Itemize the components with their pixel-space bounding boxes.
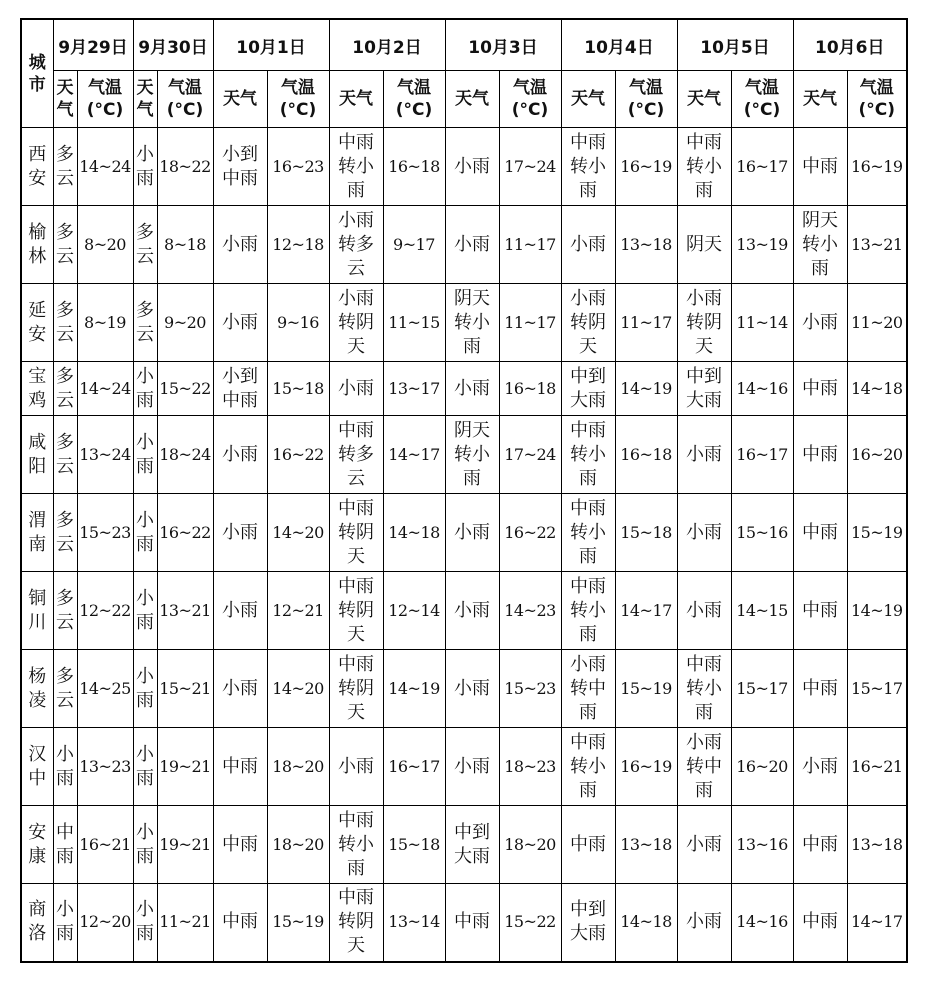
weather-column-header: 天气 <box>677 71 731 128</box>
temperature-range: 14~18 <box>383 494 445 572</box>
weather-condition: 中雨转阴天 <box>329 494 383 572</box>
date-header-row <box>21 19 907 71</box>
city-name: 榆林 <box>21 206 53 284</box>
temperature-range: 11~21 <box>157 884 213 962</box>
temperature-range: 14~25 <box>77 650 133 728</box>
weather-condition: 小雨 <box>133 884 157 962</box>
table-row <box>21 362 907 416</box>
temperature-range: 14~18 <box>847 362 907 416</box>
weather-condition: 中雨 <box>445 884 499 962</box>
weather-condition: 中雨转小雨 <box>677 650 731 728</box>
weather-condition: 多云 <box>53 650 77 728</box>
city-column-header: 城市 <box>21 19 53 128</box>
weather-condition: 小雨 <box>133 362 157 416</box>
temperature-range: 15~21 <box>157 650 213 728</box>
weather-column-header: 天气 <box>329 71 383 128</box>
weather-condition: 小雨转多云 <box>329 206 383 284</box>
temperature-range: 16~20 <box>847 416 907 494</box>
temperature-range: 11~14 <box>731 284 793 362</box>
temperature-range: 18~20 <box>267 806 329 884</box>
weather-condition: 中雨转小雨 <box>329 128 383 206</box>
weather-condition: 中雨转阴天 <box>329 572 383 650</box>
temperature-column-header: 气温 (°C) <box>267 71 329 128</box>
weather-condition: 中到大雨 <box>561 362 615 416</box>
weather-condition: 中雨 <box>561 806 615 884</box>
temperature-range: 17~24 <box>499 128 561 206</box>
date-header: 9月30日 <box>133 19 213 71</box>
temperature-range: 12~20 <box>77 884 133 962</box>
weather-condition: 多云 <box>53 494 77 572</box>
table-row <box>21 728 907 806</box>
weather-condition: 小雨转中雨 <box>677 728 731 806</box>
weather-condition: 小雨 <box>445 494 499 572</box>
weather-condition: 多云 <box>53 284 77 362</box>
temperature-range: 14~18 <box>615 884 677 962</box>
temperature-range: 14~15 <box>731 572 793 650</box>
weather-condition: 阴天转小雨 <box>445 416 499 494</box>
weather-condition: 小雨 <box>677 572 731 650</box>
weather-condition: 中雨 <box>53 806 77 884</box>
weather-condition: 中雨转小雨 <box>677 128 731 206</box>
temperature-range: 15~22 <box>499 884 561 962</box>
city-name: 安康 <box>21 806 53 884</box>
temperature-range: 12~22 <box>77 572 133 650</box>
weather-condition: 小雨 <box>133 650 157 728</box>
temperature-range: 12~21 <box>267 572 329 650</box>
weather-condition: 中雨 <box>793 884 847 962</box>
weather-condition: 多云 <box>53 128 77 206</box>
temperature-range: 14~20 <box>267 650 329 728</box>
weather-condition: 小雨 <box>133 806 157 884</box>
temperature-range: 16~18 <box>499 362 561 416</box>
weather-column-header: 天气 <box>213 71 267 128</box>
weather-condition: 小雨转阴天 <box>561 284 615 362</box>
temperature-range: 14~16 <box>731 362 793 416</box>
weather-condition: 小雨转阴天 <box>677 284 731 362</box>
weather-condition: 中雨转小雨 <box>561 728 615 806</box>
weather-condition: 小雨 <box>561 206 615 284</box>
temperature-range: 11~17 <box>615 284 677 362</box>
temperature-range: 14~23 <box>499 572 561 650</box>
table-row <box>21 494 907 572</box>
temperature-range: 16~18 <box>383 128 445 206</box>
temperature-range: 13~17 <box>383 362 445 416</box>
date-header: 10月3日 <box>445 19 561 71</box>
city-name: 商洛 <box>21 884 53 962</box>
temperature-range: 14~24 <box>77 128 133 206</box>
temperature-range: 15~19 <box>847 494 907 572</box>
weather-condition: 小雨 <box>445 650 499 728</box>
temperature-range: 15~23 <box>77 494 133 572</box>
temperature-range: 14~17 <box>847 884 907 962</box>
weather-condition: 小雨 <box>677 494 731 572</box>
table-row <box>21 884 907 962</box>
weather-condition: 中雨 <box>793 494 847 572</box>
date-header: 10月1日 <box>213 19 329 71</box>
table-row <box>21 128 907 206</box>
table-row <box>21 284 907 362</box>
temperature-range: 8~20 <box>77 206 133 284</box>
weather-condition: 中雨转小雨 <box>561 494 615 572</box>
temperature-range: 16~22 <box>267 416 329 494</box>
temperature-range: 13~16 <box>731 806 793 884</box>
weather-forecast-table <box>20 18 908 963</box>
temperature-range: 15~19 <box>267 884 329 962</box>
weather-condition: 多云 <box>53 206 77 284</box>
weather-condition: 小雨 <box>329 362 383 416</box>
temperature-range: 13~19 <box>731 206 793 284</box>
city-name: 渭南 <box>21 494 53 572</box>
temperature-range: 16~23 <box>267 128 329 206</box>
temperature-column-header: 气温 (°C) <box>731 71 793 128</box>
weather-condition: 小雨 <box>677 884 731 962</box>
weather-condition: 多云 <box>133 206 157 284</box>
temperature-range: 16~21 <box>847 728 907 806</box>
temperature-range: 11~20 <box>847 284 907 362</box>
weather-condition: 小到中雨 <box>213 362 267 416</box>
table-row <box>21 572 907 650</box>
temperature-range: 13~21 <box>157 572 213 650</box>
weather-condition: 小雨 <box>445 572 499 650</box>
temperature-range: 15~17 <box>847 650 907 728</box>
weather-condition: 小雨 <box>213 494 267 572</box>
temperature-range: 16~18 <box>615 416 677 494</box>
weather-condition: 小雨 <box>793 728 847 806</box>
weather-condition: 多云 <box>133 284 157 362</box>
temperature-column-header: 气温 (°C) <box>615 71 677 128</box>
temperature-range: 14~17 <box>615 572 677 650</box>
weather-condition: 小雨 <box>133 728 157 806</box>
temperature-range: 16~22 <box>499 494 561 572</box>
weather-condition: 中雨 <box>793 572 847 650</box>
temperature-range: 14~24 <box>77 362 133 416</box>
weather-column-header: 天气 <box>133 71 157 128</box>
temperature-range: 13~18 <box>847 806 907 884</box>
weather-condition: 小雨 <box>213 284 267 362</box>
temperature-range: 17~24 <box>499 416 561 494</box>
temperature-range: 14~16 <box>731 884 793 962</box>
temperature-range: 8~18 <box>157 206 213 284</box>
temperature-range: 14~19 <box>615 362 677 416</box>
weather-condition: 中雨 <box>793 416 847 494</box>
weather-column-header: 天气 <box>53 71 77 128</box>
weather-condition: 中雨 <box>793 650 847 728</box>
weather-condition: 中雨 <box>793 362 847 416</box>
subheader-row <box>21 71 907 128</box>
temperature-range: 8~19 <box>77 284 133 362</box>
date-header: 10月5日 <box>677 19 793 71</box>
weather-condition: 小雨 <box>53 728 77 806</box>
table-body <box>21 128 907 962</box>
temperature-range: 14~20 <box>267 494 329 572</box>
temperature-range: 12~18 <box>267 206 329 284</box>
temperature-range: 11~17 <box>499 206 561 284</box>
temperature-column-header: 气温 (°C) <box>499 71 561 128</box>
weather-condition: 小雨 <box>133 494 157 572</box>
weather-condition: 小雨 <box>445 362 499 416</box>
weather-condition: 小雨 <box>793 284 847 362</box>
weather-condition: 阴天转小雨 <box>793 206 847 284</box>
weather-condition: 中雨 <box>793 128 847 206</box>
date-header: 10月4日 <box>561 19 677 71</box>
city-name: 宝鸡 <box>21 362 53 416</box>
temperature-range: 18~20 <box>267 728 329 806</box>
weather-condition: 小雨 <box>133 128 157 206</box>
temperature-range: 15~17 <box>731 650 793 728</box>
temperature-range: 16~17 <box>731 416 793 494</box>
temperature-range: 18~24 <box>157 416 213 494</box>
temperature-column-header: 气温 (°C) <box>847 71 907 128</box>
date-header: 10月6日 <box>793 19 907 71</box>
temperature-range: 19~21 <box>157 806 213 884</box>
weather-condition: 小雨转阴天 <box>329 284 383 362</box>
temperature-range: 16~19 <box>615 128 677 206</box>
weather-condition: 中雨转多云 <box>329 416 383 494</box>
temperature-column-header: 气温 (°C) <box>77 71 133 128</box>
weather-condition: 中到大雨 <box>445 806 499 884</box>
temperature-range: 14~19 <box>383 650 445 728</box>
temperature-range: 15~19 <box>615 650 677 728</box>
temperature-range: 16~17 <box>731 128 793 206</box>
temperature-range: 16~19 <box>847 128 907 206</box>
temperature-range: 11~15 <box>383 284 445 362</box>
city-name: 铜川 <box>21 572 53 650</box>
weather-condition: 中雨 <box>213 806 267 884</box>
weather-condition: 小雨 <box>213 416 267 494</box>
temperature-range: 16~17 <box>383 728 445 806</box>
weather-condition: 小雨 <box>445 728 499 806</box>
weather-condition: 小到中雨 <box>213 128 267 206</box>
weather-condition: 小雨 <box>329 728 383 806</box>
temperature-range: 18~20 <box>499 806 561 884</box>
weather-condition: 中雨转小雨 <box>561 128 615 206</box>
weather-condition: 小雨 <box>213 650 267 728</box>
temperature-range: 19~21 <box>157 728 213 806</box>
temperature-range: 9~20 <box>157 284 213 362</box>
weather-column-header: 天气 <box>793 71 847 128</box>
temperature-range: 13~24 <box>77 416 133 494</box>
weather-condition: 小雨 <box>133 416 157 494</box>
temperature-range: 18~23 <box>499 728 561 806</box>
city-name: 延安 <box>21 284 53 362</box>
temperature-range: 13~23 <box>77 728 133 806</box>
date-header: 10月2日 <box>329 19 445 71</box>
weather-condition: 阴天转小雨 <box>445 284 499 362</box>
date-header: 9月29日 <box>53 19 133 71</box>
table-row <box>21 806 907 884</box>
table-row <box>21 416 907 494</box>
weather-condition: 中到大雨 <box>677 362 731 416</box>
city-name: 杨凌 <box>21 650 53 728</box>
weather-condition: 中雨转小雨 <box>561 416 615 494</box>
temperature-column-header: 气温 (°C) <box>157 71 213 128</box>
temperature-range: 12~14 <box>383 572 445 650</box>
temperature-range: 15~16 <box>731 494 793 572</box>
weather-condition: 中雨转阴天 <box>329 884 383 962</box>
weather-condition: 中雨 <box>213 728 267 806</box>
weather-condition: 小雨 <box>677 416 731 494</box>
city-name: 西安 <box>21 128 53 206</box>
temperature-range: 14~19 <box>847 572 907 650</box>
weather-condition: 中到大雨 <box>561 884 615 962</box>
temperature-range: 15~18 <box>615 494 677 572</box>
temperature-range: 15~18 <box>383 806 445 884</box>
temperature-range: 11~17 <box>499 284 561 362</box>
temperature-range: 15~22 <box>157 362 213 416</box>
city-name: 汉中 <box>21 728 53 806</box>
weather-condition: 中雨 <box>793 806 847 884</box>
weather-condition: 多云 <box>53 362 77 416</box>
weather-condition: 中雨 <box>213 884 267 962</box>
temperature-range: 13~18 <box>615 806 677 884</box>
weather-condition: 小雨 <box>133 572 157 650</box>
temperature-range: 16~21 <box>77 806 133 884</box>
table-row <box>21 206 907 284</box>
temperature-range: 13~21 <box>847 206 907 284</box>
weather-condition: 小雨转中雨 <box>561 650 615 728</box>
weather-condition: 小雨 <box>677 806 731 884</box>
temperature-range: 15~23 <box>499 650 561 728</box>
weather-condition: 多云 <box>53 416 77 494</box>
weather-condition: 阴天 <box>677 206 731 284</box>
temperature-range: 9~16 <box>267 284 329 362</box>
temperature-range: 16~22 <box>157 494 213 572</box>
temperature-column-header: 气温 (°C) <box>383 71 445 128</box>
weather-condition: 中雨转小雨 <box>561 572 615 650</box>
weather-condition: 小雨 <box>445 206 499 284</box>
temperature-range: 16~20 <box>731 728 793 806</box>
weather-condition: 小雨 <box>213 572 267 650</box>
temperature-range: 15~18 <box>267 362 329 416</box>
temperature-range: 9~17 <box>383 206 445 284</box>
temperature-range: 14~17 <box>383 416 445 494</box>
temperature-range: 16~19 <box>615 728 677 806</box>
temperature-range: 13~18 <box>615 206 677 284</box>
table-row <box>21 650 907 728</box>
weather-column-header: 天气 <box>561 71 615 128</box>
weather-condition: 中雨转阴天 <box>329 650 383 728</box>
weather-condition: 小雨 <box>213 206 267 284</box>
weather-condition: 多云 <box>53 572 77 650</box>
weather-condition: 小雨 <box>445 128 499 206</box>
weather-condition: 中雨转小雨 <box>329 806 383 884</box>
city-name: 咸阳 <box>21 416 53 494</box>
weather-condition: 小雨 <box>53 884 77 962</box>
temperature-range: 18~22 <box>157 128 213 206</box>
temperature-range: 13~14 <box>383 884 445 962</box>
weather-column-header: 天气 <box>445 71 499 128</box>
